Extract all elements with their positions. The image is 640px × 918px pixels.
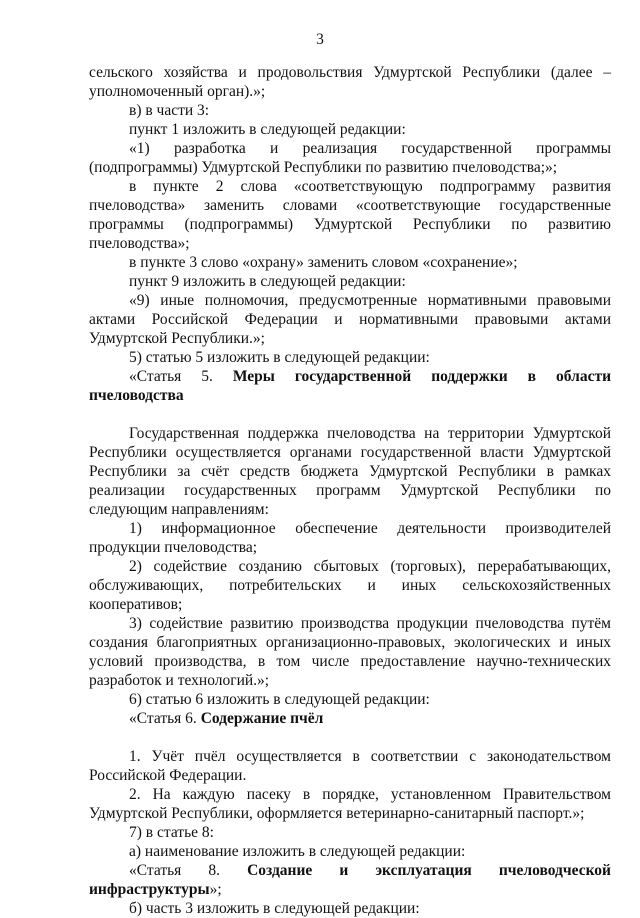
document-body [89,63,611,918]
paragraph: в пункте 3 слово «охрану» заменить словом «сохранение»; [129,254,518,271]
article-8-heading [89,861,611,899]
paragraph: в пункте 2 слова «соответствующую подпрограмму развития пчеловодства» заменить словами «соответствующие государственные программы (подпрограммы) Удмуртской Республики по развитию пчеловодства»; [89,178,611,252]
paragraph: Государственная поддержка пчеловодства на территории Удмуртской Республики осуществляется органами государственной власти Удмуртской Республики за счёт средств бюджета Удмуртской Республики в рамках реализации государственных программ Удмуртской Республики по следующим направлениям: [89,425,611,518]
article-5-prefix: «Статья 5. [129,368,233,385]
paragraph: 5) статью 5 изложить в следующей редакции: [129,349,430,366]
paragraph: 3) содействие развитию производства продукции пчеловодства путём создания благоприятных организационно-правовых, экологических и иных условий производства, в том числе предоставление научно-технических разработок и технологий.»; [89,615,611,689]
paragraph: 6) статью 6 изложить в следующей редакции: [129,691,430,708]
article-6-heading [89,709,611,728]
paragraph: 7) в статье 8: [129,824,214,841]
paragraph: 2) содействие созданию сбытовых (торговых), перерабатывающих, обслуживающих, потребительских и иных сельскохозяйственных кооперативов; [89,558,611,613]
paragraph: 2. На каждую пасеку в порядке, установленном Правительством Удмуртской Республики, оформляется ветеринарно-санитарный паспорт.»; [89,786,611,822]
article-8-prefix: «Статья 8. [129,862,248,879]
article-6-prefix: «Статья 6. [129,710,201,727]
paragraph: а) наименование изложить в следующей редакции: [129,843,466,860]
article-6-title: Содержание пчёл [200,710,324,727]
paragraph: 1) информационное обеспечение деятельности производителей продукции пчеловодства; [89,520,611,556]
article-5-heading [89,367,611,405]
article-5-title: Меры государственной поддержки в области пчеловодства [89,368,611,404]
paragraph: 1. Учёт пчёл осуществляется в соответствии с законодательством Российской Федерации. [89,748,611,784]
paragraph: б) часть 3 изложить в следующей редакции: [129,900,420,917]
page-number: 3 [316,31,324,48]
spacer [89,728,611,747]
paragraph: пункт 9 изложить в следующей редакции: [129,273,406,290]
spacer [89,405,611,424]
paragraph: пункт 1 изложить в следующей редакции: [129,121,406,138]
paragraph: «1) разработка и реализация государственной программы (подпрограммы) Удмуртской Республики по развитию пчеловодства;»; [89,140,611,176]
article-8-title: Создание и эксплуатация пчеловодческой инфраструктуры [89,862,611,898]
paragraph: сельского хозяйства и продовольствия Удмуртской Республики (далее – уполномоченный орган).»; [89,64,611,100]
paragraph: в) в части 3: [129,102,210,119]
paragraph: «9) иные полномочия, предусмотренные нормативными правовыми актами Российской Федерации и нормативными правовыми актами Удмуртской Республики.»; [89,292,611,347]
article-8-suffix: »; [209,881,222,898]
